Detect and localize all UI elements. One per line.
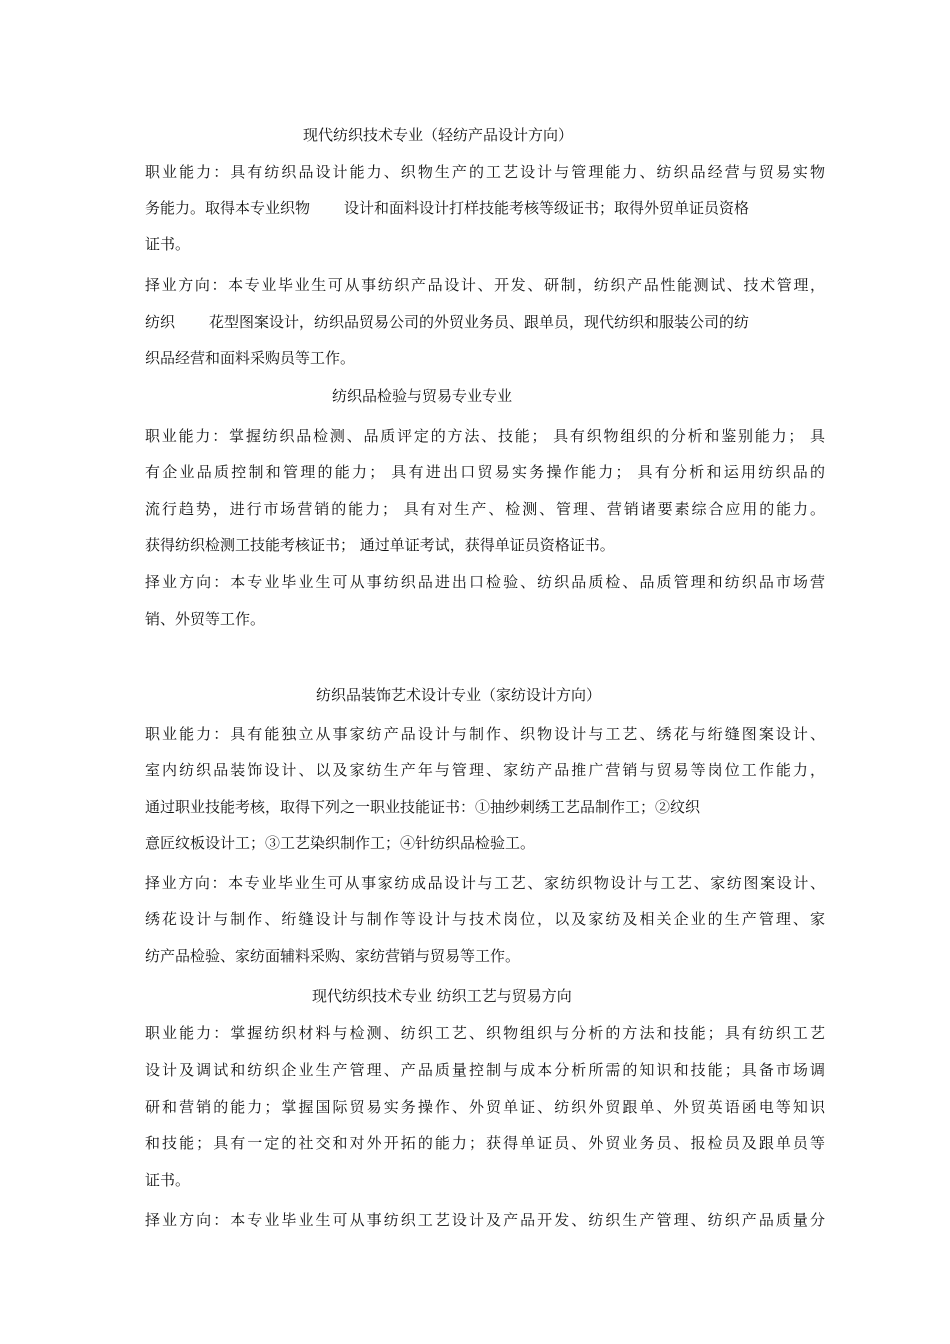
direction-line-part: 花型图案设计，纺织品贸易公司的外贸业务员、跟单员，现代纺织和服装公司的纺	[209, 313, 750, 331]
ability-line	[145, 198, 825, 218]
ability-line: 室内纺织品装饰设计、以及家纺生产年与管理、家纺产品推广营销与贸易等岗位工作能力，	[145, 761, 825, 779]
direction-line: 绣花设计与制作、绗缝设计与制作等设计与技术岗位，以及家纺及相关企业的生产管理、家	[145, 910, 825, 928]
ability-line: 证书。	[145, 235, 191, 253]
ability-line: 职业能力：掌握纺织品检测、品质评定的方法、技能； 具有织物组织的分析和鉴别能力； 具	[145, 427, 825, 445]
direction-line: 择业方向：本专业毕业生可从事纺织工艺设计及产品开发、纺织生产管理、纺织产品质量分	[145, 1211, 825, 1229]
direction-line: 纺产品检验、家纺面辅料采购、家纺营销与贸易等工作。	[145, 947, 521, 965]
ability-line-part: 设计和面料设计打样技能考核等级证书；取得外贸单证员资格	[344, 199, 750, 217]
direction-line: 择业方向：本专业毕业生可从事纺织产品设计、开发、研制，纺织产品性能测试、技术管理，	[145, 276, 825, 294]
direction-line: 择业方向：本专业毕业生可从事家纺成品设计与工艺、家纺织物设计与工艺、家纺图案设计、	[145, 874, 825, 892]
direction-line: 销、外贸等工作。	[145, 610, 266, 628]
ability-line: 意匠纹板设计工；③工艺染织制作工；④针纺织品检验工。	[145, 834, 536, 852]
ability-line: 证书。	[145, 1171, 191, 1189]
ability-line: 流行趋势，进行市场营销的能力； 具有对生产、检测、管理、营销诸要素综合应用的能力。	[145, 500, 825, 518]
ability-line: 设计及调试和纺织企业生产管理、产品质量控制与成本分析所需的知识和技能；具备市场调	[145, 1061, 825, 1079]
section-title: 纺织品检验与贸易专业专业	[332, 387, 513, 405]
ability-line-part: 务能力。取得本专业织物	[145, 199, 311, 217]
direction-line: 织品经营和面料采购员等工作。	[145, 349, 356, 367]
ability-line: 研和营销的能力；掌握国际贸易实务操作、外贸单证、纺织外贸跟单、外贸英语函电等知识	[145, 1098, 825, 1116]
ability-line: 获得纺织检测工技能考核证书； 通过单证考试，获得单证员资格证书。	[145, 536, 615, 554]
ability-line: 职业能力：具有纺织品设计能力、织物生产的工艺设计与管理能力、纺织品经营与贸易实物	[145, 163, 825, 181]
section-title: 现代纺织技术专业（轻纺产品设计方向）	[303, 126, 574, 144]
direction-line: 择业方向：本专业毕业生可从事纺织品进出口检验、纺织品质检、品质管理和纺织品市场营	[145, 573, 825, 591]
ability-line: 职业能力：具有能独立从事家纺产品设计与制作、织物设计与工艺、绣花与绗缝图案设计、	[145, 725, 825, 743]
ability-line: 职业能力：掌握纺织材料与检测、纺织工艺、织物组织与分析的方法和技能；具有纺织工艺	[145, 1024, 825, 1042]
section-title: 现代纺织技术专业 纺织工艺与贸易方向	[312, 987, 572, 1005]
section-title: 纺织品装饰艺术设计专业（家纺设计方向）	[316, 686, 602, 704]
direction-line-part: 纺织	[145, 313, 176, 331]
ability-line: 有企业品质控制和管理的能力； 具有进出口贸易实务操作能力； 具有分析和运用纺织品的	[145, 463, 825, 481]
ability-line: 通过职业技能考核，取得下列之一职业技能证书：①抽纱刺绣工艺品制作工；②纹织	[145, 798, 701, 816]
ability-line: 和技能；具有一定的社交和对外开拓的能力；获得单证员、外贸业务员、报检员及跟单员等	[145, 1134, 825, 1152]
direction-line	[145, 312, 825, 332]
